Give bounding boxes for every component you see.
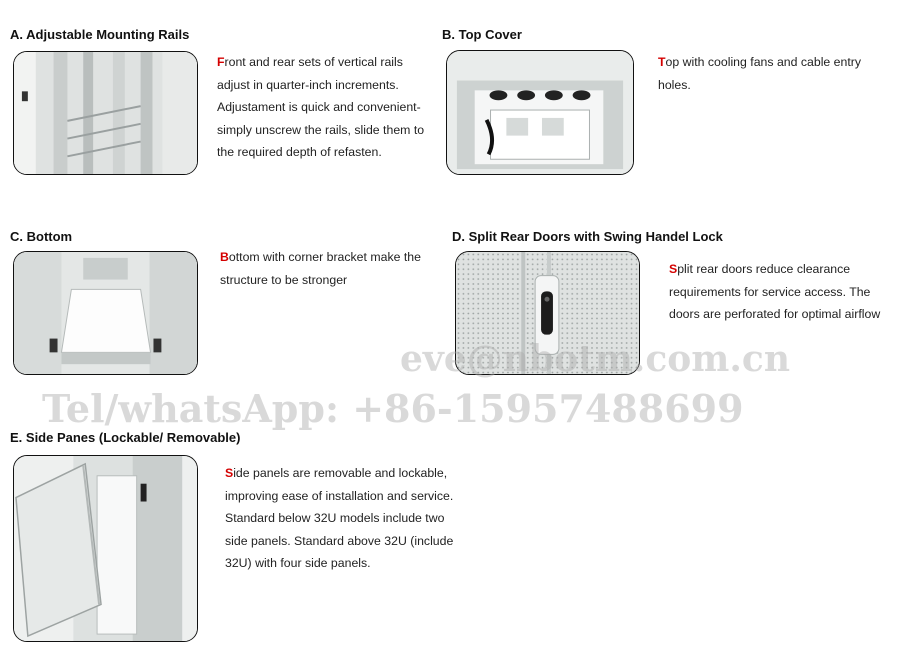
heading-rear-doors: D. Split Rear Doors with Swing Handel Lock: [452, 229, 723, 244]
heading-bottom: C. Bottom: [10, 229, 73, 244]
initial-letter: T: [658, 55, 666, 69]
initial-letter: S: [225, 466, 234, 480]
top-cover-photo: [446, 50, 634, 175]
side-panels-description: Side panels are removable and lockable, improving ease of installation and service. Standard below 32U models include two side panels. Standard above 32U (include 32U) with four side panels.: [225, 466, 454, 570]
top-cover-description: Top with cooling fans and cable entry holes.: [658, 55, 862, 92]
mounting-rails-description: Front and rear sets of vertical rails adjust in quarter-inch increments. Adjustament is quick and convenient-simply unscrew the rails, slide them to the required depth of refasten.: [217, 55, 425, 159]
bottom-photo: [13, 251, 198, 375]
rear-doors-photo: [455, 251, 640, 375]
side-panels-photo: [13, 455, 198, 642]
phone-watermark: Tel/whatsApp: +86-15957488699: [42, 386, 744, 431]
email-watermark: eve@nbotm.com.cn: [400, 338, 790, 380]
rear-doors-description: Split rear doors reduce clearance requirements for service access. The doors are perforated for optimal airflow: [669, 262, 881, 321]
initial-letter: S: [669, 262, 678, 276]
bottom-description: Bottom with corner bracket make the structure to be stronger: [220, 250, 421, 287]
heading-mounting-rails: A. Adjustable Mounting Rails: [10, 27, 190, 42]
initial-letter: F: [217, 55, 225, 69]
initial-letter: B: [220, 250, 229, 264]
heading-top-cover: B. Top Cover: [442, 27, 522, 42]
mounting-rails-photo: [13, 51, 198, 175]
heading-side-panels: E. Side Panes (Lockable/ Removable): [10, 430, 241, 445]
